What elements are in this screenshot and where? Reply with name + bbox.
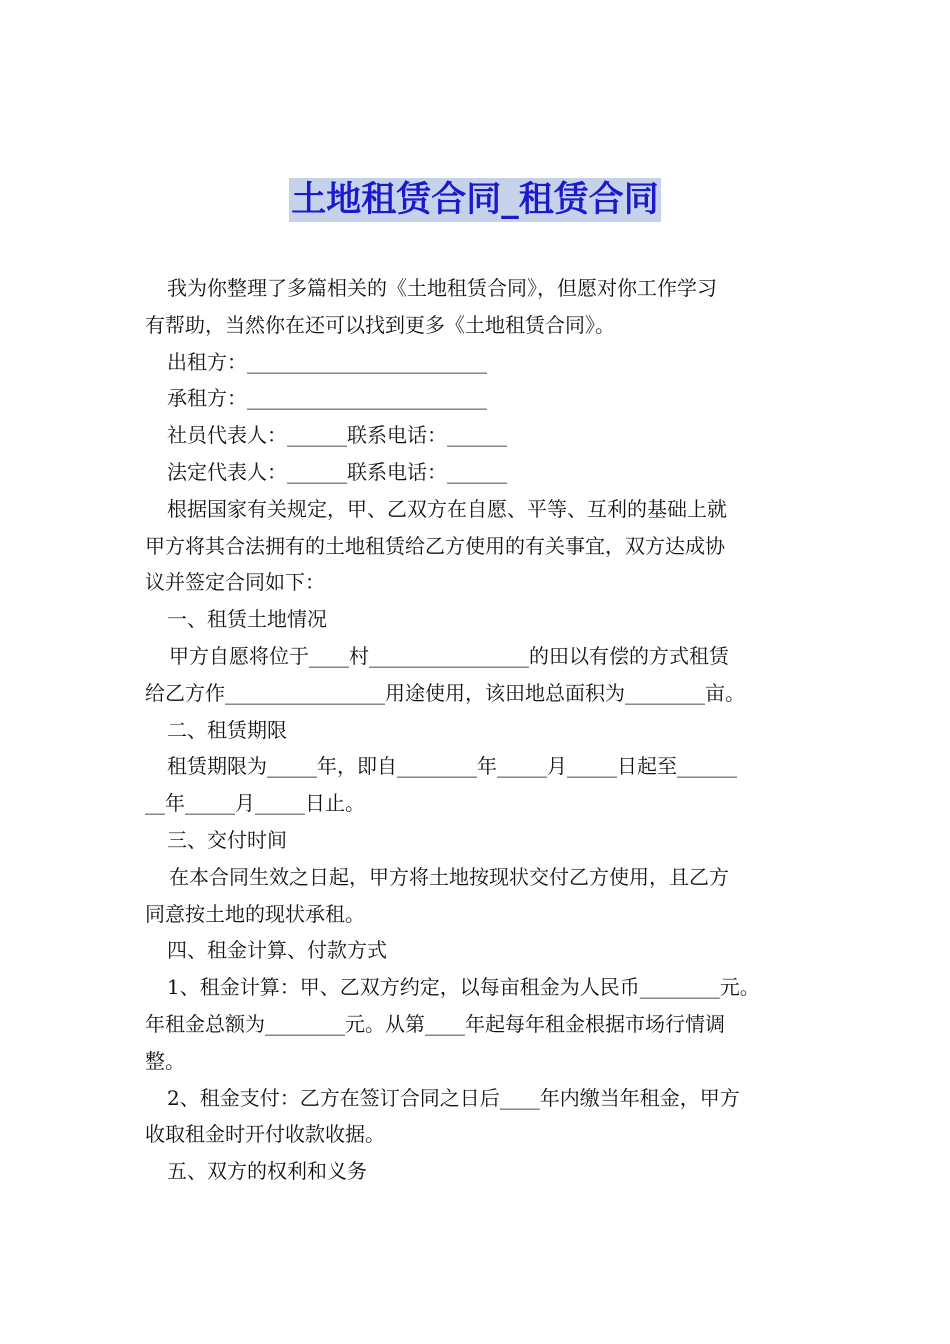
section-1-line-2: 给乙方作________________用途使用，该田地总面积为________亩。 [145, 680, 745, 705]
lessor-line: 出租方：________________________ [167, 349, 487, 374]
document-title: 土地租赁合同_租赁合同 [291, 180, 659, 220]
section-4-item-2-line-1: 2、租金支付：乙方在签订合同之日后____年内缴当年租金，甲方 [167, 1085, 740, 1110]
section-3-line-2: 同意按土地的现状承租。 [145, 901, 365, 926]
preamble-line-3: 议并签定合同如下： [145, 570, 325, 595]
document-body [145, 270, 810, 1190]
section-5-heading: 五、双方的权利和义务 [167, 1159, 367, 1184]
title-container [0, 178, 950, 222]
preamble-line-1: 根据国家有关规定，甲、乙双方在自愿、平等、互利的基础上就 [167, 496, 727, 521]
section-1-heading: 一、租赁土地情况 [167, 607, 327, 632]
section-4-item-1-line-1: 1、租金计算：甲、乙双方约定，以每亩租金为人民币________元。 [167, 975, 760, 1000]
section-4-item-1-line-3: 整。 [145, 1048, 185, 1073]
section-4-item-2-line-2: 收取租金时开付收款收据。 [145, 1122, 385, 1147]
preamble-line-2: 甲方将其合法拥有的土地租赁给乙方使用的有关事宜，双方达成协 [145, 533, 725, 558]
member-rep-line: 社员代表人：______联系电话：______ [167, 423, 507, 448]
section-2-heading: 二、租赁期限 [167, 717, 287, 742]
section-1-line-1: 甲方自愿将位于____村________________的田以有偿的方式租赁 [169, 643, 729, 668]
section-2-line-2: __年_____月_____日止。 [145, 791, 365, 816]
intro-line-1: 我为你整理了多篇相关的《土地租赁合同》，但愿对你工作学习 [167, 276, 717, 300]
lessee-line: 承租方：________________________ [167, 386, 487, 411]
intro-line-2: 有帮助，当然你在还可以找到更多《土地租赁合同》。 [145, 312, 615, 337]
section-3-heading: 三、交付时间 [167, 827, 287, 852]
section-4-heading: 四、租金计算、付款方式 [167, 938, 387, 963]
section-3-line-1: 在本合同生效之日起，甲方将土地按现状交付乙方使用，且乙方 [169, 864, 729, 889]
section-4-item-1-line-2: 年租金总额为________元。从第____年起每年租金根据市场行情调 [145, 1011, 725, 1036]
legal-rep-line: 法定代表人：______联系电话：______ [167, 459, 507, 484]
section-2-line-1: 租赁期限为_____年，即自________年_____月_____日起至______ [167, 754, 737, 779]
